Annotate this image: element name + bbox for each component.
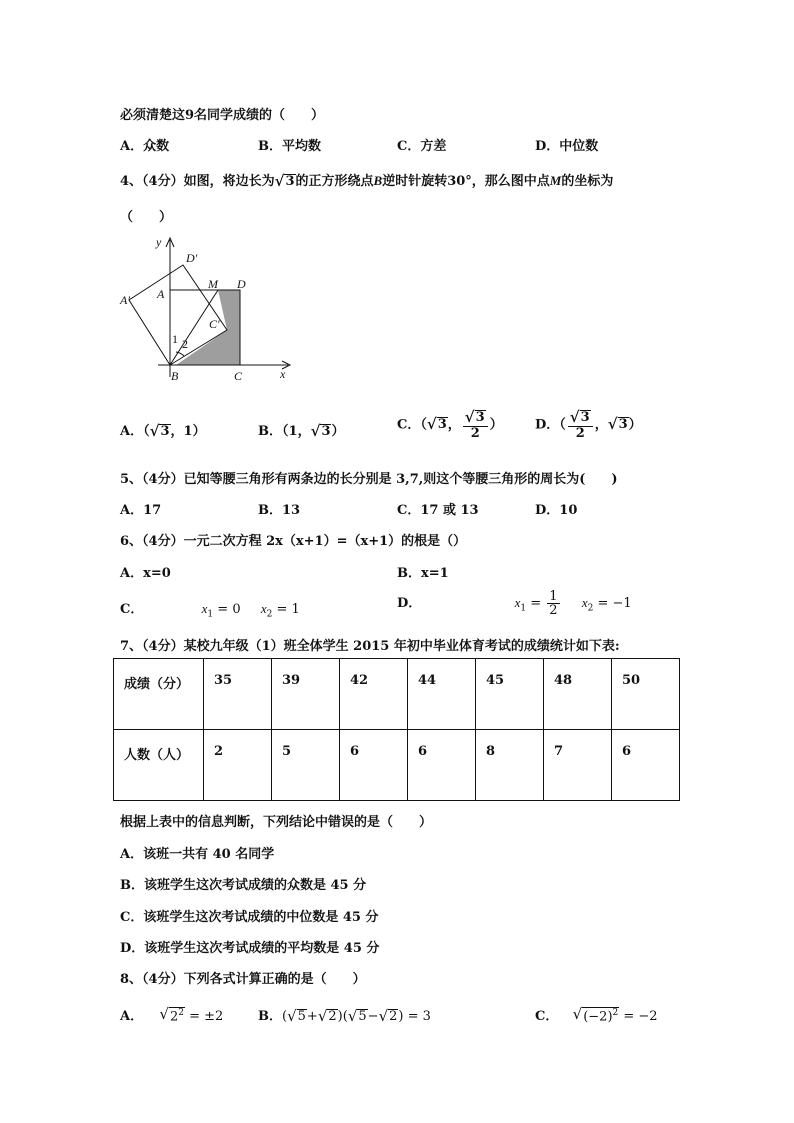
q6-option-c: [120, 598, 300, 620]
q8-option-a: [120, 1005, 223, 1026]
label-x: x: [280, 367, 286, 381]
q3-option-c: C．方差: [397, 139, 447, 154]
q4-rotation-figure: [118, 232, 303, 382]
q4-stem: [120, 170, 613, 189]
table-cell: 50: [612, 659, 680, 730]
q4-point-m: M: [549, 173, 562, 188]
label-d-prime: D′: [186, 251, 198, 265]
q6-d-sub2: 2: [587, 603, 594, 614]
q6-d-frac-den: 2: [549, 603, 558, 618]
table-cell: 2: [204, 730, 272, 801]
label-b: B: [171, 369, 179, 382]
label-a-prime: A′: [120, 293, 130, 307]
q4-a-sqrt: √ 3: [149, 421, 170, 440]
q6-c-x2: x: [260, 601, 267, 616]
q6-d-frac-num: 1: [549, 589, 558, 604]
q6-c-letter: C．: [120, 602, 144, 617]
q4-b-close: ）: [331, 424, 345, 439]
q8-c-rhs: = −2: [619, 1009, 658, 1024]
q7-option-c: C．该班学生这次考试成绩的中位数是 45 分: [120, 910, 379, 925]
q4-b-sqrt: √ 3: [310, 421, 331, 440]
q4-d-sep: ，: [594, 417, 608, 433]
table-cell: 39: [272, 659, 340, 730]
label-c-prime: C′: [209, 317, 220, 331]
q4-d-sqrt: √ 3: [607, 415, 628, 433]
label-angle-2: 2: [182, 337, 188, 351]
q8-b-rhs: = 3: [403, 1009, 431, 1024]
q5-option-b: B．13: [258, 503, 301, 518]
table-cell: 6: [408, 730, 476, 801]
table-cell: 8: [476, 730, 544, 801]
q4-d-frac-den: 2: [575, 425, 585, 441]
q8-b-r4: 2: [389, 1008, 398, 1024]
q4-c-frac-den: 2: [470, 425, 480, 441]
table-header-count: 人数（人）: [114, 730, 204, 801]
q5-option-c: C．17 或 13: [397, 503, 479, 518]
q8-a-exp: 2: [178, 1008, 184, 1019]
q4-stem-rotate: 逆时针旋转30°，那么图中点: [382, 174, 550, 189]
q5-option-a: A．17: [120, 503, 162, 518]
q4-a-open: （: [143, 424, 150, 439]
table-cell: 42: [340, 659, 408, 730]
q8-stem: 8、（4分）下列各式计算正确的是（ ）: [120, 972, 366, 987]
q6-c-x1: x: [201, 601, 208, 616]
q4-option-a: [120, 420, 206, 439]
q8-option-b: B．( √ 5 + √ 2 )( √ 5 − √ 2 ) = 3: [258, 1006, 431, 1025]
q6-c-eq1: = 0: [213, 602, 241, 617]
q8-b-r1: 5: [297, 1008, 306, 1024]
q4-sqrt: √ 3: [274, 171, 295, 190]
q8-a-sqrt: √ $2^2$: [159, 1005, 184, 1025]
q8-c-sqrt: √ $(-2)^2$: [572, 1005, 619, 1025]
q6-d-eq2: = −1: [593, 596, 632, 611]
q4-b-value: 1: [288, 424, 298, 439]
q4-b-open: （: [282, 424, 289, 439]
q4-c-letter: C．: [397, 417, 421, 433]
table-cell: 6: [612, 730, 680, 801]
q4-d-open: （: [559, 417, 566, 433]
q3-stem-tail: 必须清楚这9名同学成绩的（ ）: [120, 108, 325, 123]
q5-stem: 5、（4分）已知等腰三角形有两条边的长分别是 3,7,则这个等腰三角形的周长为( ): [120, 472, 618, 487]
q8-a-letter: A．: [120, 1009, 144, 1024]
q4-a-close: ）: [192, 424, 206, 439]
label-c: C: [234, 369, 243, 382]
table-row-counts: [114, 730, 680, 801]
label-a: A: [157, 287, 165, 301]
q6-d-sub1: 1: [520, 603, 527, 614]
table-cell: 35: [204, 659, 272, 730]
label-m: M: [208, 277, 218, 291]
table-cell: 45: [476, 659, 544, 730]
q6-d-x1: x: [514, 595, 521, 610]
q6-c-eq2: = 1: [272, 602, 300, 617]
q4-stem-mid: 的正方形绕点: [295, 174, 374, 189]
q8-c-exp: 2: [612, 1008, 619, 1019]
q4-c-fraction: √ 3 2: [463, 410, 488, 440]
table-header-score: 成绩（分）: [114, 659, 204, 730]
q8-a-base: 2: [169, 1009, 179, 1025]
q4-option-b: [258, 420, 345, 439]
label-y: y: [156, 235, 162, 249]
q6-option-d: [397, 590, 632, 617]
q3-option-b: B．平均数: [258, 139, 321, 154]
q3-option-d: D．中位数: [535, 139, 599, 154]
q4-b-sep: ，: [297, 424, 311, 439]
q8-b-letter: B．: [258, 1009, 282, 1024]
grades-table: [113, 658, 680, 801]
q4-a-radicand: 3: [160, 423, 170, 439]
q4-d-frac-radicand: 3: [580, 410, 590, 425]
q7-option-d: D．该班学生这次考试成绩的平均数是 45 分: [120, 941, 380, 956]
q7-stem: 7、（4分）某校九年级（1）班全体学生 2015 年初中毕业体育考试的成绩统计如下表:: [120, 639, 620, 654]
q4-option-c: [397, 410, 503, 440]
q6-option-a: A．x=0: [120, 566, 171, 581]
q4-a-value: 1: [183, 424, 193, 439]
q6-d-eq1: =: [526, 596, 546, 611]
q4-stem-prefix: 4、（4分）如图，将边长为: [120, 174, 275, 189]
q6-d-fraction: [547, 590, 559, 617]
q6-option-b: B．x=1: [397, 566, 449, 581]
q4-answer-paren: （ ）: [120, 210, 173, 225]
q4-d-close: ）: [628, 417, 642, 433]
q4-c-sqrt: √ 3: [426, 415, 447, 433]
q7-question: 根据上表中的信息判断，下列结论中错误的是（ ）: [120, 815, 433, 830]
table-cell: 5: [272, 730, 340, 801]
q4-stem-suffix: 的坐标为: [561, 174, 614, 189]
q4-c-close: ）: [489, 417, 503, 433]
q4-a-letter: A．: [120, 424, 144, 439]
q4-b-radicand: 3: [321, 423, 331, 439]
table-cell: 44: [408, 659, 476, 730]
q4-radicand: 3: [285, 173, 295, 189]
q8-c-inner: (−2): [583, 1009, 613, 1025]
q4-b-letter: B．: [258, 424, 282, 439]
q8-option-c: [535, 1005, 658, 1026]
q7-option-a: A．该班一共有 40 名同学: [120, 847, 275, 862]
q4-d-letter: D．: [535, 417, 560, 433]
q3-option-a: A．众数: [120, 139, 170, 154]
q4-c-radicand: 3: [437, 417, 447, 432]
q6-d-letter: D．: [397, 596, 422, 611]
q8-b-r2: 2: [328, 1008, 337, 1024]
q4-point-b: B: [373, 173, 383, 188]
q4-c-frac-radicand: 3: [475, 410, 485, 425]
table-cell: 7: [544, 730, 612, 801]
table-cell: 6: [340, 730, 408, 801]
q8-c-letter: C．: [535, 1009, 559, 1024]
table-row-scores: [114, 659, 680, 730]
q4-a-sep: ，: [170, 424, 184, 439]
q6-c-sub2: 2: [266, 609, 273, 620]
q4-c-sep: ，: [447, 417, 461, 433]
q8-a-rhs: = ±2: [184, 1009, 224, 1024]
q4-d-fraction: √ 3 2: [568, 410, 593, 440]
table-cell: 48: [544, 659, 612, 730]
q8-b-r3: 5: [358, 1008, 367, 1024]
label-d: D: [237, 277, 246, 291]
q6-stem: 6、（4分）一元二次方程 2x（x+1）=（x+1）的根是（）: [120, 534, 467, 549]
q4-option-d: [535, 410, 642, 440]
label-angle-1: 1: [172, 332, 178, 346]
q6-c-sub1: 1: [207, 609, 214, 620]
q4-c-open: （: [420, 417, 427, 433]
q7-option-b: B．该班学生这次考试成绩的众数是 45 分: [120, 878, 367, 893]
q4-d-radicand: 3: [618, 417, 628, 432]
q6-d-x2: x: [581, 595, 588, 610]
q5-option-d: D．10: [535, 503, 578, 518]
